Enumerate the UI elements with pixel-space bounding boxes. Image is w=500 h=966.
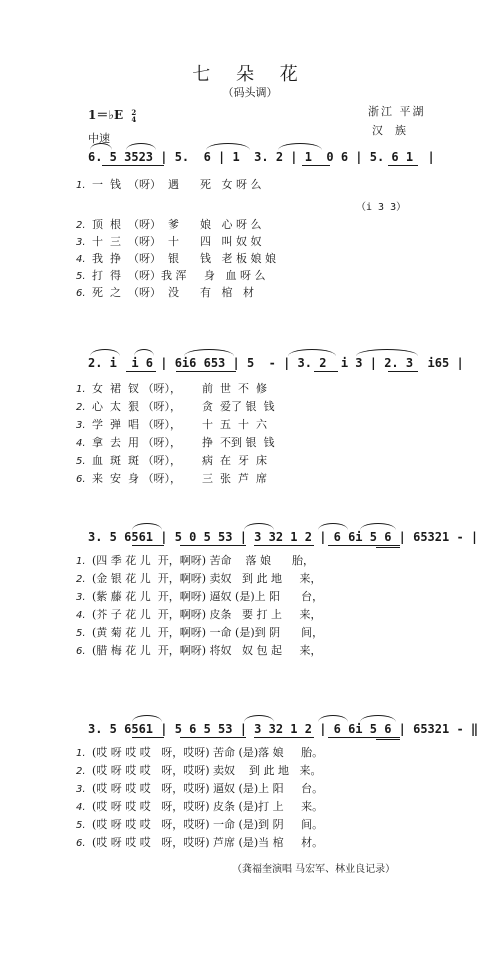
lyric-3-4 <box>76 608 322 622</box>
notes-4: 3. 5 6561 | 5 6 5 53 | 3 32 1 2 | 6 6i 5 6 | 65321 - ‖ <box>88 722 479 736</box>
slur <box>206 143 250 150</box>
beam <box>102 165 164 166</box>
song-subtitle: （码头调） <box>222 86 278 99</box>
verse-number: 6. <box>76 474 86 485</box>
verse-number: 2. <box>76 766 86 777</box>
verse-number: 2. <box>76 574 86 585</box>
beam <box>314 371 338 372</box>
slur <box>90 143 112 150</box>
slur <box>360 523 396 530</box>
slur <box>318 523 348 530</box>
verse-number: 2. <box>76 220 86 231</box>
lyric-text: (哎 呀 哎 哎 呀，哎呀) 皮条 (是)打 上 来。 <box>92 800 324 813</box>
beam <box>132 737 164 738</box>
slur <box>134 349 154 356</box>
lyric-text: 顶 根 （呀） 爹 娘 心 呀 么 <box>92 218 262 231</box>
tempo-marking: 中速 <box>88 132 110 145</box>
lyric-3-2 <box>76 572 322 586</box>
beam <box>360 737 400 738</box>
lyric-1-3 <box>76 235 261 249</box>
slur <box>244 523 274 530</box>
notation-line-4 <box>88 722 479 736</box>
lyric-text: 打 得 （呀）我 浑 身 血 呀 么 <box>92 269 266 282</box>
lyric-text: 拿 去 用 （呀）， 挣 不到 银 钱 <box>92 436 275 449</box>
lyric-4-6 <box>76 836 323 850</box>
beam <box>254 545 314 546</box>
verse-number: 1. <box>76 556 86 567</box>
lyric-text: 血 斑 斑 （呀）， 病 在 牙 床 <box>92 454 267 467</box>
slur <box>132 715 162 722</box>
slur <box>278 143 322 150</box>
lyric-3-1 <box>76 554 314 568</box>
lyric-text: 女 裙 钗 （呀）， 前 世 不 修 <box>92 382 267 395</box>
lyric-text: 心 太 狠 （呀）， 贪 爱了 银 钱 <box>92 400 275 413</box>
lyric-2-1 <box>76 382 267 396</box>
lyric-text: (哎 呀 哎 哎 呀，哎呀) 逼奴 (是)上 阳 台。 <box>92 782 324 795</box>
slur <box>184 349 234 356</box>
lyric-2-3 <box>76 418 267 432</box>
lyric-2-5 <box>76 454 267 468</box>
lyric-3-3 <box>76 590 323 604</box>
verse-number: 1. <box>76 748 86 759</box>
beam <box>388 165 418 166</box>
beam <box>180 737 246 738</box>
lyric-text: 学 弹 唱 （呀）， 十 五 十 六 <box>92 418 267 431</box>
notes-1: 6. 5 3523 | 5. 6 | 1 3. 2 | 1 0 6 | 5. 6 1 | <box>88 150 435 164</box>
lyric-text: (芥 子 花 儿 开，啊呀) 皮条 要 打 上 来， <box>92 608 322 621</box>
verse-number: 4. <box>76 254 86 265</box>
lyric-text: 来 安 身 （呀）， 三 张 芦 席 <box>92 472 267 485</box>
beam <box>132 545 164 546</box>
key-label: 1＝♭E <box>88 108 124 122</box>
slur <box>90 349 120 356</box>
notes-3: 3. 5 6561 | 5 0 5 53 | 3 32 1 2 | 6 6i 5 6 | 65321 - | <box>88 530 479 544</box>
lyric-text: 一 钱 （呀） 遇 死 女 呀 么 <box>92 178 262 191</box>
verse-number: 3. <box>76 237 86 248</box>
notes-2: 2. i i 6 | 6i6 653 | 5 - | 3. 2 i 3 | 2. 3 i65 | <box>88 356 464 370</box>
verse-number: 6. <box>76 288 86 299</box>
lyric-2-4 <box>76 436 274 450</box>
lyric-text: 死 之 （呀） 没 有 棺 材 <box>92 286 254 299</box>
lyric-text: 十 三 （呀） 十 四 叫 奴 奴 <box>92 235 262 248</box>
slur <box>132 523 162 530</box>
lyric-text: (哎 呀 哎 哎 呀，哎呀) 一命 (是)到 阴 间。 <box>92 818 324 831</box>
lyric-4-2 <box>76 764 322 778</box>
lyric-text: 我 挣 （呀） 银 钱 老 板 娘 娘 <box>92 252 276 265</box>
verse-number: 6. <box>76 838 86 849</box>
verse-number: 3. <box>76 420 86 431</box>
lyric-3-6 <box>76 644 322 658</box>
slur <box>126 143 156 150</box>
lyric-4-5 <box>76 818 323 832</box>
verse-number: 1. <box>76 180 86 191</box>
slur <box>356 349 418 356</box>
meter-top: 2 <box>131 107 137 117</box>
slur <box>318 715 348 722</box>
notation-line-2 <box>88 356 464 370</box>
verse-number: 6. <box>76 646 86 657</box>
credit-line: （龚福奎演唱 马宏军、林业良记录） <box>232 864 396 875</box>
slur <box>360 715 396 722</box>
lyric-1-2 <box>76 218 261 232</box>
beam <box>376 739 400 740</box>
beam <box>360 545 400 546</box>
verse-number: 4. <box>76 438 86 449</box>
verse-number: 3. <box>76 592 86 603</box>
verse-number: 1. <box>76 384 86 395</box>
lyric-1-1 <box>76 178 261 192</box>
origin-region: 浙江 平湖 <box>368 105 426 118</box>
origin-people: 汉族 <box>372 124 418 137</box>
verse-number: 3. <box>76 784 86 795</box>
beam <box>254 737 314 738</box>
lyric-1-6 <box>76 286 254 300</box>
lyric-text: (金 银 花 儿 开，啊呀) 卖奴 到 此 地 来， <box>92 572 322 585</box>
beam <box>376 547 400 548</box>
lyric-2-2 <box>76 400 274 414</box>
beam <box>126 371 156 372</box>
lyric-text: (紫 藤 花 儿 开，啊呀) 逼奴 (是)上 阳 台， <box>92 590 324 603</box>
lyric-1-4 <box>76 252 276 266</box>
notation-line-1 <box>88 150 435 164</box>
verse-number: 5. <box>76 628 86 639</box>
lyric-4-1 <box>76 746 323 760</box>
notation-line-3 <box>88 530 479 544</box>
lyric-4-4 <box>76 800 323 814</box>
verse-number: 2. <box>76 402 86 413</box>
slur <box>244 715 274 722</box>
beam <box>388 371 418 372</box>
alternate-notes: （i 3 3） <box>356 202 407 213</box>
lyric-4-3 <box>76 782 323 796</box>
lyric-3-5 <box>76 626 323 640</box>
verse-number: 5. <box>76 456 86 467</box>
lyric-2-6 <box>76 472 267 486</box>
verse-number: 4. <box>76 610 86 621</box>
lyric-text: (哎 呀 哎 哎 呀，哎呀) 卖奴 到 此 地 来。 <box>92 764 322 777</box>
verse-number: 4. <box>76 802 86 813</box>
verse-number: 5. <box>76 820 86 831</box>
lyric-text: (腊 梅 花 儿 开，啊呀) 将奴 奴 包 起 来， <box>92 644 322 657</box>
lyric-text: (四 季 花 儿 开，啊呀) 苦命 落 娘 胎， <box>92 554 315 567</box>
verse-number: 5. <box>76 271 86 282</box>
meter-bottom: 4 <box>131 114 137 124</box>
beam <box>176 371 236 372</box>
beam <box>302 165 330 166</box>
time-signature <box>131 109 136 123</box>
lyric-1-5 <box>76 269 265 283</box>
key-signature <box>88 106 136 123</box>
lyric-text: (哎 呀 哎 哎 呀，哎呀) 芦席 (是)当 棺 材。 <box>92 836 324 849</box>
song-title: 七 朵 花 <box>192 64 308 85</box>
lyric-text: (哎 呀 哎 哎 呀，哎呀) 苦命 (是)落 娘 胎。 <box>92 746 324 759</box>
slur <box>288 349 336 356</box>
beam <box>180 545 246 546</box>
lyric-text: (黄 菊 花 儿 开，啊呀) 一命 (是)到 阴 间， <box>92 626 324 639</box>
